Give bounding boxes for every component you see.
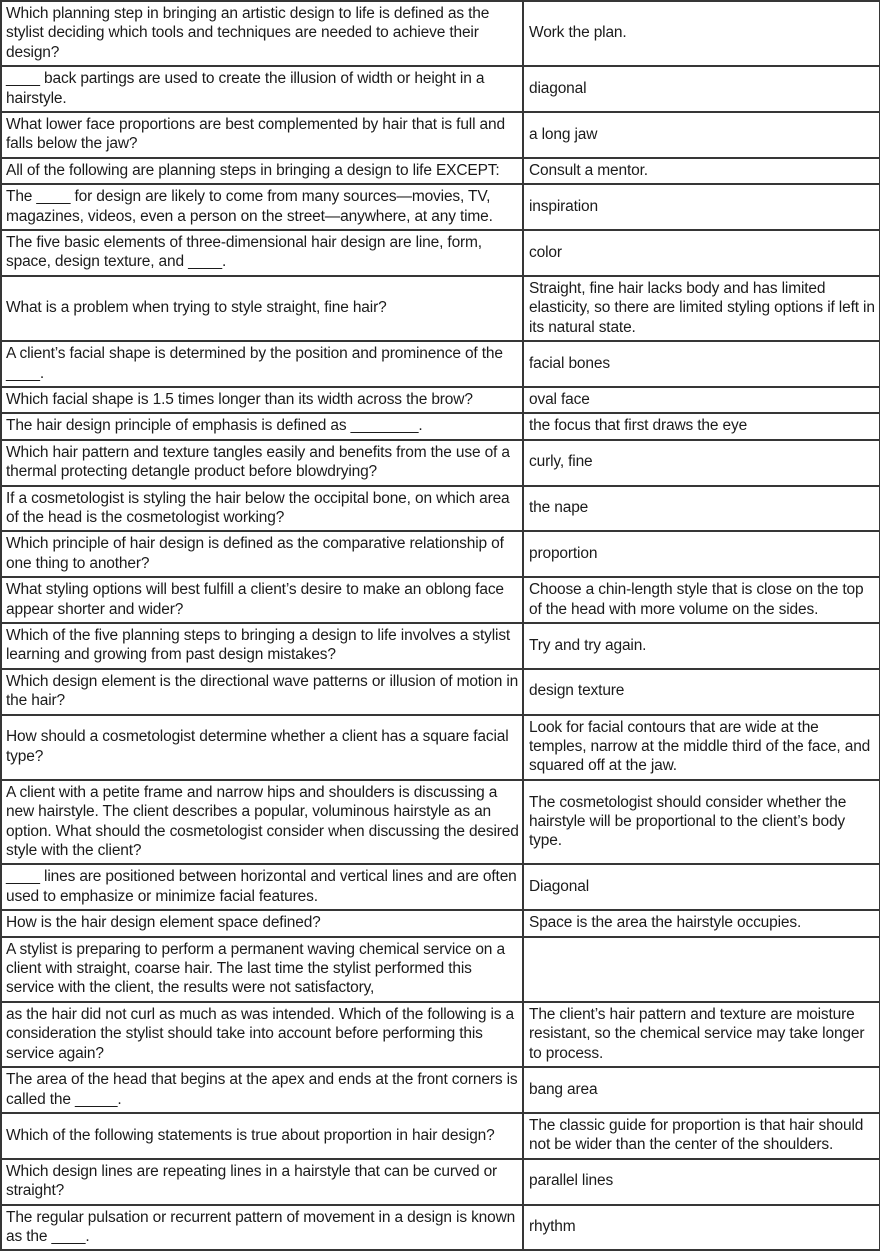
question-cell: How should a cosmetologist determine whether a client has a square facial type? [1,715,523,780]
qa-row [1,276,880,341]
qa-row [1,184,880,230]
answer-cell: Work the plan. [523,1,880,66]
qa-row [1,1,880,66]
answer-cell: The client’s hair pattern and texture are moisture resistant, so the chemical service may take longer to process. [523,1002,880,1067]
answer-cell: bang area [523,1067,880,1113]
question-cell: Which facial shape is 1.5 times longer than its width across the brow? [1,387,523,413]
qa-row [1,937,880,1002]
answer-cell: proportion [523,531,880,577]
qa-row [1,1067,880,1113]
qa-row [1,440,880,486]
answer-cell: a long jaw [523,112,880,158]
qa-row [1,910,880,936]
qa-row [1,531,880,577]
question-cell: What styling options will best fulfill a client’s desire to make an oblong face appear shorter and wider? [1,577,523,623]
question-cell: The regular pulsation or recurrent pattern of movement in a design is known as the ____. [1,1205,523,1251]
qa-row [1,715,880,780]
question-cell: Which principle of hair design is defined as the comparative relationship of one thing to another? [1,531,523,577]
answer-cell: Space is the area the hairstyle occupies. [523,910,880,936]
question-cell: A stylist is preparing to perform a permanent waving chemical service on a client with straight, coarse hair. The last time the stylist performed this service with the client, the results were not satisfactory, [1,937,523,1002]
question-cell: ____ back partings are used to create the illusion of width or height in a hairstyle. [1,66,523,112]
qa-row [1,1205,880,1251]
question-cell: The ____ for design are likely to come from many sources—movies, TV, magazines, videos, even a person on the street—anywhere, at any time. [1,184,523,230]
qa-row [1,577,880,623]
answer-cell [523,937,880,1002]
answer-cell: Choose a chin-length style that is close on the top of the head with more volume on the sides. [523,577,880,623]
answer-cell: the nape [523,486,880,532]
question-cell: Which design element is the directional wave patterns or illusion of motion in the hair? [1,669,523,715]
answer-cell: Try and try again. [523,623,880,669]
question-cell: The five basic elements of three-dimensional hair design are line, form, space, design texture, and ____. [1,230,523,276]
question-cell: Which of the five planning steps to bringing a design to life involves a stylist learning and growing from past design mistakes? [1,623,523,669]
qa-row [1,1002,880,1067]
question-cell: What is a problem when trying to style straight, fine hair? [1,276,523,341]
qa-row [1,623,880,669]
qa-table-body [1,1,880,1250]
qa-row [1,780,880,865]
question-cell: Which planning step in bringing an artistic design to life is defined as the stylist deciding which tools and techniques are needed to achieve their design? [1,1,523,66]
answer-cell: facial bones [523,341,880,387]
qa-row [1,486,880,532]
qa-row [1,387,880,413]
answer-cell: design texture [523,669,880,715]
qa-row [1,1159,880,1205]
question-cell: How is the hair design element space defined? [1,910,523,936]
answer-cell: curly, fine [523,440,880,486]
question-cell: as the hair did not curl as much as was intended. Which of the following is a consideration the stylist should take into account before performing this service again? [1,1002,523,1067]
answer-cell: Diagonal [523,864,880,910]
question-cell: A client’s facial shape is determined by the position and prominence of the ____. [1,341,523,387]
question-cell: The hair design principle of emphasis is defined as ________. [1,413,523,439]
answer-cell: inspiration [523,184,880,230]
answer-cell: parallel lines [523,1159,880,1205]
answer-cell: Look for facial contours that are wide at the temples, narrow at the middle third of the face, and squared off at the jaw. [523,715,880,780]
answer-cell: The cosmetologist should consider whether the hairstyle will be proportional to the client’s body type. [523,780,880,865]
question-cell: What lower face proportions are best complemented by hair that is full and falls below the jaw? [1,112,523,158]
answer-cell: color [523,230,880,276]
answer-cell: Straight, fine hair lacks body and has limited elasticity, so there are limited styling options if left in its natural state. [523,276,880,341]
qa-row [1,669,880,715]
question-cell: Which hair pattern and texture tangles easily and benefits from the use of a thermal protecting detangle product before blowdrying? [1,440,523,486]
answer-cell: oval face [523,387,880,413]
qa-row [1,66,880,112]
answer-cell: the focus that first draws the eye [523,413,880,439]
answer-cell: rhythm [523,1205,880,1251]
question-cell: Which design lines are repeating lines in a hairstyle that can be curved or straight? [1,1159,523,1205]
qa-row [1,341,880,387]
question-cell: All of the following are planning steps in bringing a design to life EXCEPT: [1,158,523,184]
question-cell: If a cosmetologist is styling the hair below the occipital bone, on which area of the head is the cosmetologist working? [1,486,523,532]
question-cell: The area of the head that begins at the apex and ends at the front corners is called the _____. [1,1067,523,1113]
qa-row [1,413,880,439]
answer-cell: diagonal [523,66,880,112]
qa-row [1,864,880,910]
question-cell: A client with a petite frame and narrow hips and shoulders is discussing a new hairstyle. The client describes a popular, voluminous hairstyle as an option. What should the cosmetologist consider when discussing the desired style with the client? [1,780,523,865]
qa-row [1,230,880,276]
qa-row [1,112,880,158]
answer-cell: The classic guide for proportion is that hair should not be wider than the center of the shoulders. [523,1113,880,1159]
qa-row [1,1113,880,1159]
qa-row [1,158,880,184]
question-cell: ____ lines are positioned between horizontal and vertical lines and are often used to emphasize or minimize facial features. [1,864,523,910]
answer-cell: Consult a mentor. [523,158,880,184]
question-cell: Which of the following statements is true about proportion in hair design? [1,1113,523,1159]
